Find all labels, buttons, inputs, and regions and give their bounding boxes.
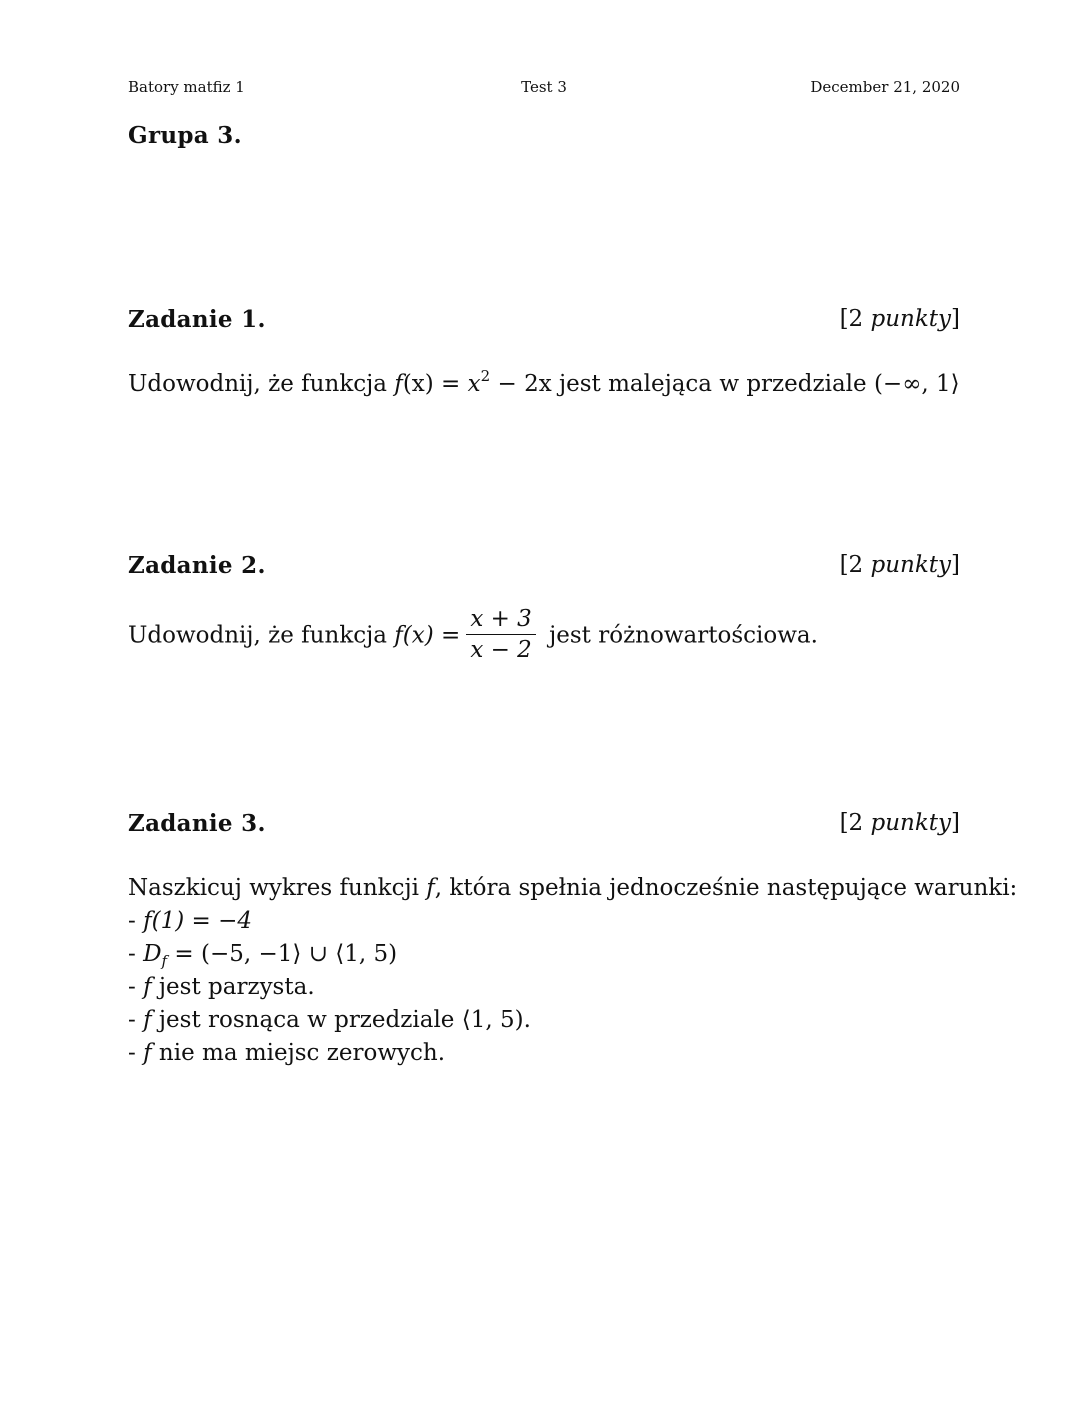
task-3-title: Zadanie 3. <box>128 810 266 837</box>
task-3-statement <box>128 872 1017 1070</box>
header-course: Batory matfiz 1 <box>128 78 245 96</box>
condition-item: - $D_f = (-5$, −1⟩ ∪ ⟨1, 5) <box>128 941 398 970</box>
condition-item: - f nie ma miejsc zerowych. <box>128 1040 446 1066</box>
group-title: Grupa 3. <box>128 122 242 149</box>
task-1-title: Zadanie 1. <box>128 306 266 333</box>
page-header <box>128 78 960 100</box>
fraction-denominator: x − 2 <box>470 637 532 663</box>
fraction-numerator: x + 3 <box>466 604 536 635</box>
task-2-points: [2 punkty] <box>839 552 960 578</box>
task-2-title: Zadanie 2. <box>128 552 266 579</box>
task-2-statement: Udowodnij, że funkcja f(x) = $\frac{x + 3}{x - 2}$ jest różnowartościowa. <box>128 606 818 663</box>
condition-item: - f(1) = −4 <box>128 908 252 934</box>
fraction <box>466 604 536 665</box>
task-1-points: [2 punkty] <box>839 306 960 332</box>
conditions-list <box>128 905 1017 1070</box>
condition-item: - f jest parzysta. <box>128 974 315 1000</box>
header-date: December 21, 2020 <box>810 78 960 96</box>
task-1-statement: Udowodnij, że funkcja $f(x) = x^2 - 2x$ jest malejąca w przedziale (−∞, 1⟩ <box>128 367 960 397</box>
header-test-name: Test 3 <box>521 78 567 96</box>
condition-item: - f jest rosnąca w przedziale ⟨1, 5). <box>128 1007 531 1033</box>
task-3-intro: Naszkicuj wykres funkcji f, która spełnia jednocześnie następujące warunki: <box>128 875 1018 901</box>
task-3-points: [2 punkty] <box>839 810 960 836</box>
